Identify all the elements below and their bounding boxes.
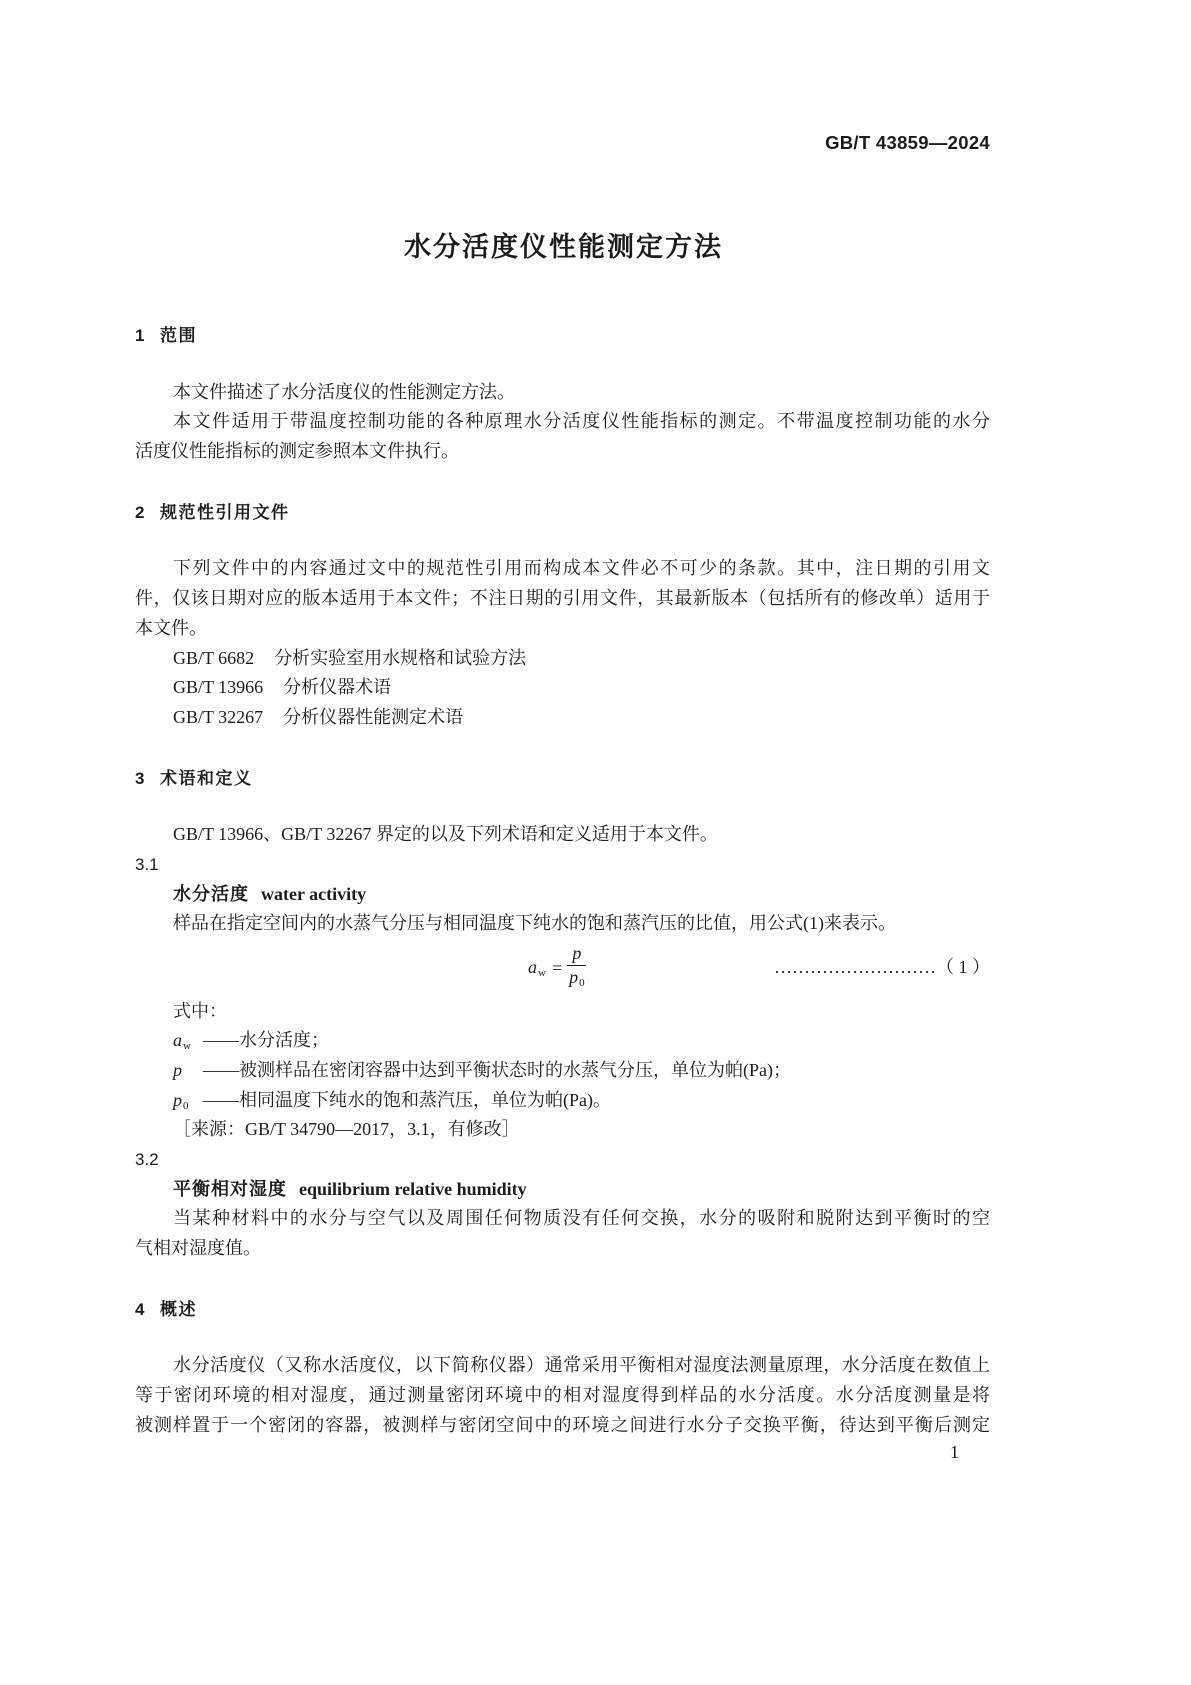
paragraph-line: GB/T 13966、GB/T 32267 界定的以及下列术语和定义适用于本文件。	[173, 824, 718, 845]
section-1-heading	[135, 321, 990, 351]
reference-code: GB/T 32267	[173, 706, 264, 727]
reference-title: 分析仪器术语	[283, 677, 392, 698]
symbol-subscript: w	[183, 1040, 191, 1053]
symbol-definition-p	[135, 1056, 990, 1086]
paragraph-line: 本文件。	[135, 617, 207, 638]
fraction-numerator	[567, 942, 586, 966]
normative-reference	[135, 673, 990, 703]
paragraph-line: 等于密闭环境的相对湿度，通过测量密闭环境中的相对湿度得到样品的水分活度。水分活度测量是将	[135, 1385, 990, 1406]
term-definition: 当某种材料中的水分与空气以及周围任何物质没有任何交换，水分的吸附和脱附达到平衡时的空	[173, 1208, 990, 1229]
symbol-letter: p	[173, 1059, 182, 1080]
term-3-2	[135, 1175, 990, 1205]
section-title: 术语和定义	[160, 768, 253, 788]
section-4-heading	[135, 1295, 990, 1325]
symbol-definition-p0	[135, 1086, 990, 1116]
symbol-description: ——相同温度下纯水的饱和蒸汽压，单位为帕(Pa)。	[203, 1089, 611, 1110]
reference-code: GB/T 13966	[173, 677, 264, 698]
reference-code: GB/T 6682	[173, 647, 255, 668]
document-title: 水分活度仪性能测定方法	[404, 232, 723, 262]
section-title: 规范性引用文件	[160, 502, 290, 522]
term-zh: 水分活度	[173, 883, 249, 904]
formula-1	[135, 939, 990, 997]
equals-sign: =	[551, 957, 563, 978]
page-number: 1	[950, 1442, 959, 1462]
symbol-description: ——被测样品在密闭容器中达到平衡状态时的水蒸气分压，单位为帕(Pa)；	[203, 1059, 791, 1080]
standard-number: GB/T 43859—2024	[825, 132, 990, 153]
numerator-symbol: p	[572, 942, 582, 963]
paragraph-line: 下列文件中的内容通过文中的规范性引用而构成本文件必不可少的条款。其中，注日期的引用文	[173, 558, 990, 579]
term-definition: 气相对湿度值。	[135, 1238, 261, 1258]
term-en: equilibrium relative humidity	[299, 1178, 527, 1199]
symbol-subscript: 0	[183, 1099, 189, 1112]
clause-number-3-2: 3.2	[135, 1149, 159, 1169]
paragraph-line: 水分活度仪（又称水活度仪，以下简称仪器）通常采用平衡相对湿度法测量原理，水分活度在数值上	[173, 1355, 990, 1376]
leader-dots: ………………………	[774, 957, 936, 977]
clause-number-3-1: 3.1	[135, 854, 159, 874]
section-number: 3	[135, 768, 145, 788]
denominator-symbol: p	[569, 966, 579, 987]
denominator-subscript: 0	[579, 976, 585, 989]
formula-number	[774, 954, 990, 980]
term-3-1	[135, 880, 990, 910]
paragraph-line: 本文件描述了水分活度仪的性能测定方法。	[173, 381, 515, 402]
paragraph-line: 件，仅该日期对应的版本适用于本文件；不注日期的引用文件，其最新版本（包括所有的修改单）适用于	[135, 588, 990, 609]
symbol-letter: a	[173, 1030, 182, 1051]
section-2-heading	[135, 498, 990, 528]
symbol-definition-aw	[135, 1026, 990, 1056]
section-number: 4	[135, 1299, 145, 1319]
reference-title: 分析仪器性能测定术语	[283, 706, 464, 727]
section-number: 1	[135, 326, 145, 345]
symbol-letter: p	[173, 1089, 182, 1110]
term-en: water activity	[261, 883, 367, 904]
term-definition: 样品在指定空间内的水蒸气分压与相同温度下纯水的饱和蒸汽压的比值，用公式(1)来表示。	[173, 913, 896, 934]
section-title: 范围	[160, 326, 197, 345]
normative-reference	[135, 644, 990, 674]
formula-lhs-symbol: a	[528, 957, 537, 977]
where-label: 式中：	[173, 1000, 227, 1021]
paragraph-line: 被测样置于一个密闭的容器，被测样与密闭空间中的环境之间进行水分子交换平衡，待达到平衡后测定	[135, 1414, 990, 1435]
section-number: 2	[135, 502, 145, 522]
symbol-description: ——水分活度；	[203, 1030, 329, 1051]
formula-lhs	[528, 957, 546, 979]
formula-expression	[528, 943, 587, 993]
section-3-heading	[135, 764, 990, 794]
paragraph-line: 活度仪性能指标的测定参照本文件执行。	[135, 441, 459, 462]
normative-reference	[135, 703, 990, 733]
symbol	[173, 1056, 203, 1086]
fraction	[567, 942, 587, 995]
equation-number: （ 1 ）	[936, 957, 990, 977]
fraction-denominator	[567, 966, 587, 995]
term-zh: 平衡相对湿度	[173, 1178, 287, 1199]
reference-title: 分析实验室用水规格和试验方法	[274, 647, 527, 668]
section-title: 概述	[160, 1299, 197, 1319]
formula-lhs-subscript: w	[538, 967, 546, 979]
document-body	[135, 321, 990, 1440]
source-note: ［来源：GB/T 34790—2017，3.1，有修改］	[173, 1119, 520, 1140]
paragraph-line: 本文件适用于带温度控制功能的各种原理水分活度仪性能指标的测定。不带温度控制功能的水分	[173, 411, 990, 432]
